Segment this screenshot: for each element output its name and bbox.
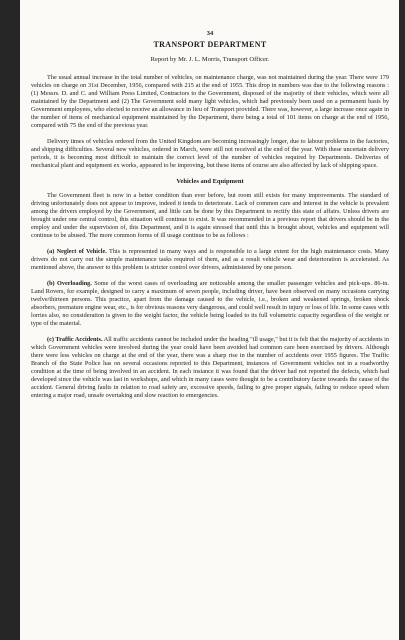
list-item [31, 248, 389, 272]
intro-paragraph: Delivery times of vehicles ordered from the United Kingdom are becoming increasingly longer, due to labour problems in the factories, and shipping difficulties. Several new vehicles, ordered in March, were still not received at the end of the year. With these uncertain delivery periods, it is becoming most difficult to maintain the correct level of the number of vehicles required by Departments. Deliveries of mechanical plant and equipment ex works, appeared to be improving, but these items of course are also affected by lack of shipping space. [31, 138, 389, 169]
section-heading: Vehicles and Equipment [176, 178, 244, 185]
document-title: TRANSPORT DEPARTMENT [153, 40, 267, 49]
document-page [20, 0, 399, 640]
section-paragraph: The Government fleet is now in a better condition than ever before, but room still exists for many improvements. The standard of driving unfortunately does not appear to improve, indeed it tends to deteriorate. Lack of common care and interest in the vehicle is prevalent among the drivers employed by the Government, and little can be done by this Department to rectify this state of affairs. Unless drivers are brought under one central control, this situation will continue to exist. It was recommended in a previous report that drivers should be in the employ and under the supervision of, this Department, and it is again stressed that until this is brought about, vehicles and equipment will continue to be abused. The more common forms of ill usage continue to be as follows : [31, 192, 389, 239]
page-number: 34 [206, 30, 214, 37]
document-body [31, 30, 389, 408]
item-text: All traffic accidents cannot be included under the heading "ill usage," but it is felt that the majority of accidents in which Government vehicles were involved during the year could have been avoided had common care been exercised by drivers. Although there were less vehicles on charge at the end of the year, there was a sharp rise in the number of accidents over 1955 figures. The Traffic Branch of the State Police has on several occasions reported to this Department, instances of Government vehicles not in a roadworthy condition at the time of being involved in an accident. In each instance it was found that the driver had not reported the defects, which had developed since the vehicle was last in workshops, and which in many cases were thought to be a contributory factor towards the cause of the accident. General driving faults in relation to road safety are, excessive speeds, failing to give proper signals, failing to reduce speed when entering a major road, unsafe overtaking and slow reaction to emergencies. [31, 336, 389, 399]
item-heading: (a) Neglect of Vehicle. [47, 248, 107, 255]
report-byline: Report by Mr. J. L. Morris, Transport Officer. [150, 56, 270, 63]
intro-paragraph: The usual annual increase in the total number of vehicles, on maintenance charge, was not maintained during the year. There were 179 vehicles on charge on 31st December, 1956, compared with 215 at the end of 1955. This drop in numbers was due to the following reasons : (1) Messrs. D. and C. and William Press Limited, Contractors to the Government, disposed of the majority of their vehicles, which were all maintained by the Department and (2) The Government sold many light vehicles, which had previously been used on a permanent basis by Government employees, who elected to receive an allowance in lieu of Transport provided. There was, however, a large increase once again in the number of items of mechanical equipment maintained by the Department, there being a total of 101 items on charge at the end of 1956, compared with 75 the end of the previous year. [31, 74, 389, 129]
scan-edge-left [0, 0, 20, 640]
list-item [31, 336, 389, 400]
item-text: Some of the worst cases of overloading are noticeable among the smaller passenger vehicles and pick-ups. 86-in. Land Rovers, for example, designed to carry a maximum of seven people, including driver, have been observed on many occasions carrying twelve/thirteen persons. This practice, apart from the damage caused to the vehicle, i.e., broken and weakened springs, broken shock absorbers, premature engine wear, etc., is for obvious reasons very dangerous, and could well result in injury or loss of life. In some cases with lorries also, no consideration is given to the weight factor, the vehicle being loaded to its full volumetric capacity regardless of the weight or type of the material. [31, 280, 389, 327]
item-text: This is represented in many ways and is responsible to a large extent for the high maintenance costs. Many drivers do not carry out the simple maintenance tasks required of them, and as a result vehicle wear and deterioration is accelerated. As mentioned above, the answer to this problem is stricter control over drivers, administered by one person. [31, 248, 389, 271]
scan-edge-right [399, 0, 405, 640]
item-heading: (b) Overloading. [47, 280, 92, 287]
list-item [31, 280, 389, 328]
item-heading: (c) Traffic Accidents. [47, 336, 103, 343]
